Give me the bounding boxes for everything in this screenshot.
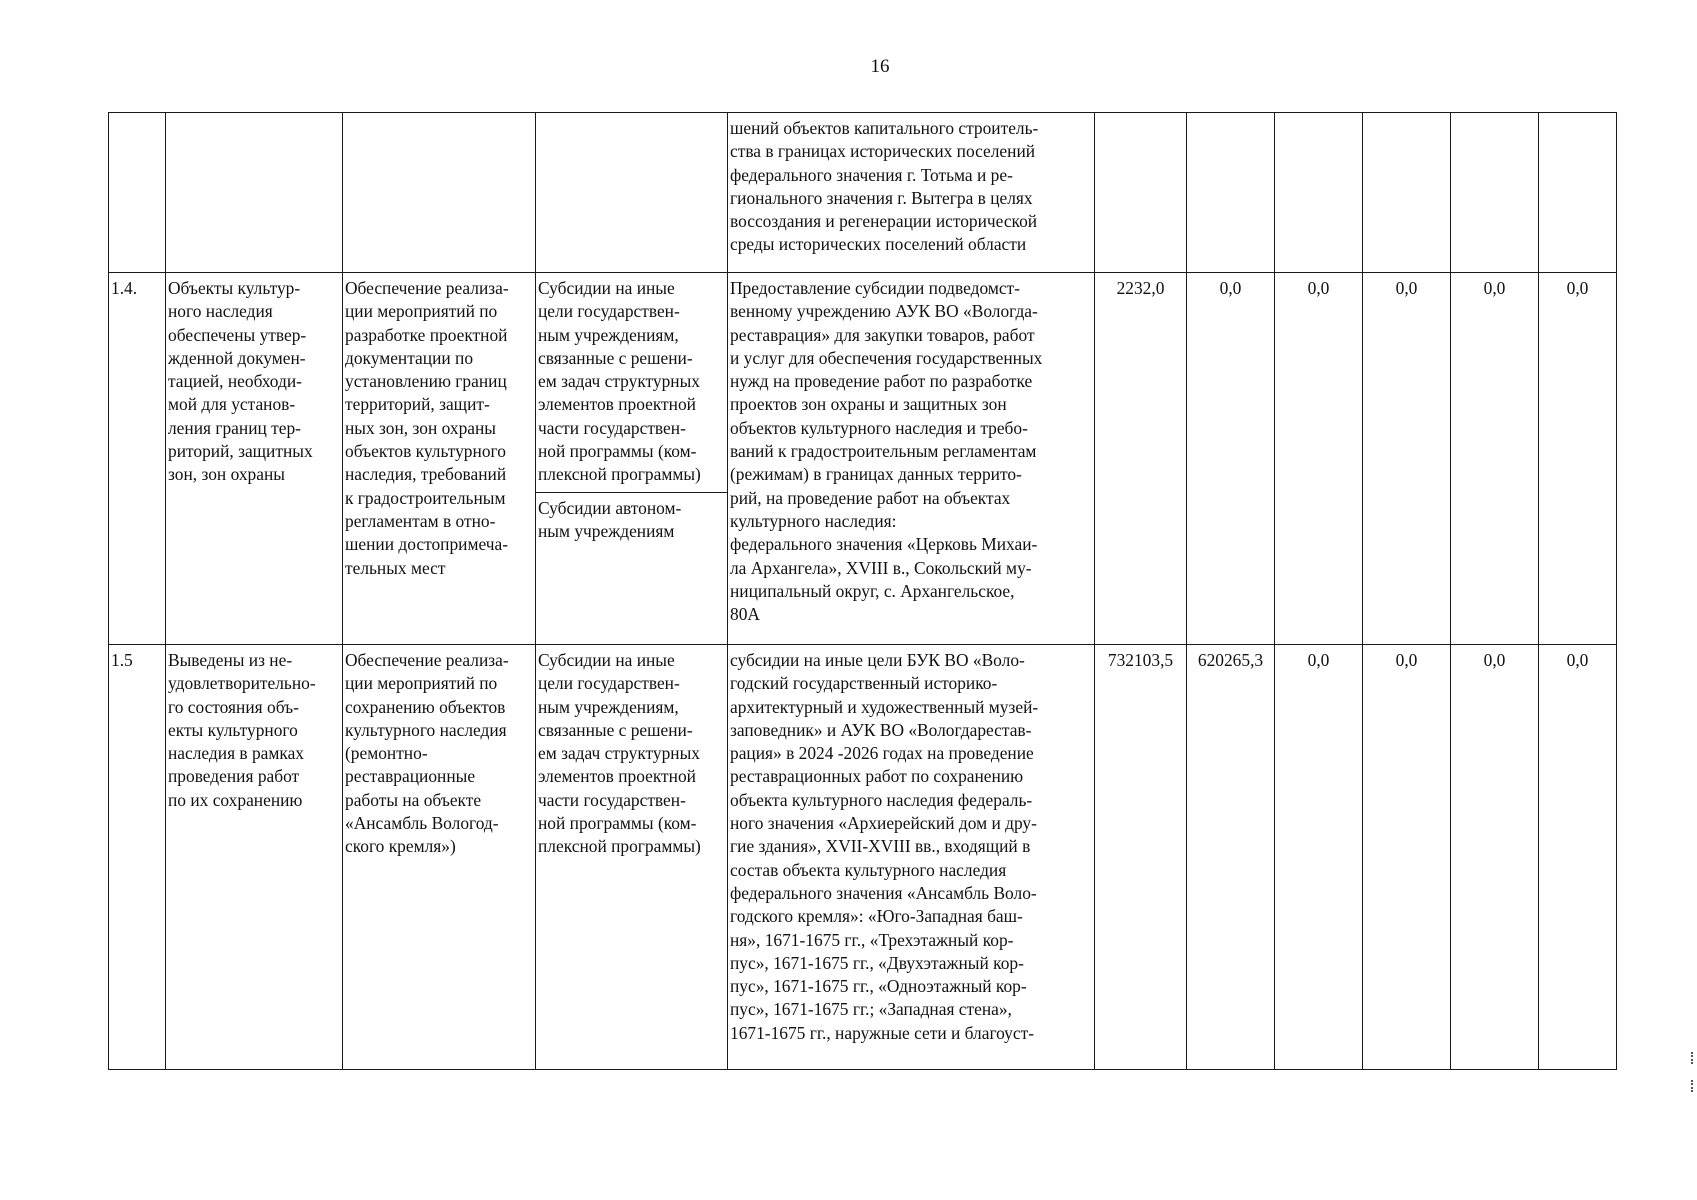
- description-cell: Предоставление субсидии подведомст- венному учреждению АУК ВО «Вологда- реставрация» для закупки товаров, работ и услуг для обеспечения государственных нужд на проведение работ по разработке проектов зон охраны и защитных зон объектов культурного наследия и требо- ваний к градостроительным регламентам (режимам) в границах данных террито- рий, на проведение работ на объектах культурного наследия: федерального значения «Церковь Михаи- ла Архангела», XVIII в., Сокольский му- ниципальный округ, с. Архангельское, 80А: [728, 273, 1095, 645]
- description-cell: субсидии на иные цели БУК ВО «Воло- годский государственный историко- архитектурный и художественный музей- заповедник» и АУК ВО «Вологдарестав- рация» в 2024 -2026 годах на проведение реставрационных работ по сохранению объекта культурного наследия федераль- ного значения «Архиерейский дом и дру- гие здания», XVII-XVIII вв., входящий в состав объекта культурного наследия федерального значения «Ансамбль Воло- годского кремля»: «Юго-Западная баш- ня», 1671-1675 гг., «Трехэтажный кор- пус», 1671-1675 гг., «Двухэтажный кор- пус», 1671-1675 гг., «Одноэтажный кор- пус», 1671-1675 гг.; «Западная стена», 1671-1675 гг., наружные сети и благоуст-: [728, 645, 1095, 1070]
- value-cell: 0,0: [1275, 273, 1363, 645]
- scan-edge-mark: [1691, 1080, 1695, 1092]
- value-cell: [1275, 113, 1363, 273]
- result-cell: Выведены из не- удовлетворительно- го состояния объ- екты культурного наследия в рамках проведения работ по их сохранению: [166, 645, 343, 1070]
- result-cell: Объекты культур- ного наследия обеспечены утвер- жденной докумен- тацией, необходи- мой для установ- ления границ тер- риторий, защитных зон, зон охраны: [166, 273, 343, 645]
- table-row: [109, 113, 1617, 273]
- measure-cell: [343, 113, 536, 273]
- row-number: 1.5: [109, 645, 166, 1070]
- value-cell: 0,0: [1539, 645, 1617, 1070]
- value-cell: 732103,5: [1095, 645, 1187, 1070]
- row-number: [109, 113, 166, 273]
- row-number: 1.4.: [109, 273, 166, 645]
- value-cell: 0,0: [1451, 645, 1539, 1070]
- funding-type-subsidy-autonomous: Субсидии автоном- ным учреждениям: [538, 498, 682, 542]
- table-row: [109, 645, 1617, 1070]
- page-number: 16: [870, 56, 890, 77]
- value-cell: 620265,3: [1187, 645, 1275, 1070]
- program-table: [108, 112, 1617, 1070]
- result-cell: [166, 113, 343, 273]
- value-cell: 0,0: [1539, 273, 1617, 645]
- value-cell: 0,0: [1187, 273, 1275, 645]
- value-cell: [1363, 113, 1451, 273]
- value-cell: [1539, 113, 1617, 273]
- scan-edge-mark: [1691, 1052, 1695, 1064]
- value-cell: 0,0: [1451, 273, 1539, 645]
- description-cell: шений объектов капитального строитель- ства в границах исторических поселений федерального значения г. Тотьма и ре- гионального значения г. Вытегра в целях воссоздания и регенерации исторической среды исторических поселений области: [728, 113, 1095, 273]
- value-cell: 0,0: [1363, 273, 1451, 645]
- measure-cell: Обеспечение реализа- ции мероприятий по сохранению объектов культурного наследия (ремонтно- реставрационные работы на объекте «Ансамбль Вологод- ского кремля»): [343, 645, 536, 1070]
- funding-type-cell: [536, 113, 728, 273]
- value-cell: 0,0: [1363, 645, 1451, 1070]
- funding-type-cell: [536, 273, 728, 645]
- funding-type-subsidy-other: Субсидии на иные цели государствен- ным учреждениям, связанные с решени- ем задач структурных элементов проектной части государствен- ной программы (ком- плексной программы): [536, 273, 727, 493]
- measure-cell: Обеспечение реализа- ции мероприятий по разработке проектной документации по установлению границ территорий, защит- ных зон, зон охраны объектов культурного наследия, требований к градостроительным регламентам в отно- шении достопримеча- тельных мест: [343, 273, 536, 645]
- value-cell: 0,0: [1275, 645, 1363, 1070]
- value-cell: [1451, 113, 1539, 273]
- value-cell: [1095, 113, 1187, 273]
- funding-type-cell: Субсидии на иные цели государствен- ным учреждениям, связанные с решени- ем задач структурных элементов проектной части государствен- ной программы (ком- плексной программы): [536, 645, 728, 1070]
- value-cell: 2232,0: [1095, 273, 1187, 645]
- table-row: [109, 273, 1617, 645]
- value-cell: [1187, 113, 1275, 273]
